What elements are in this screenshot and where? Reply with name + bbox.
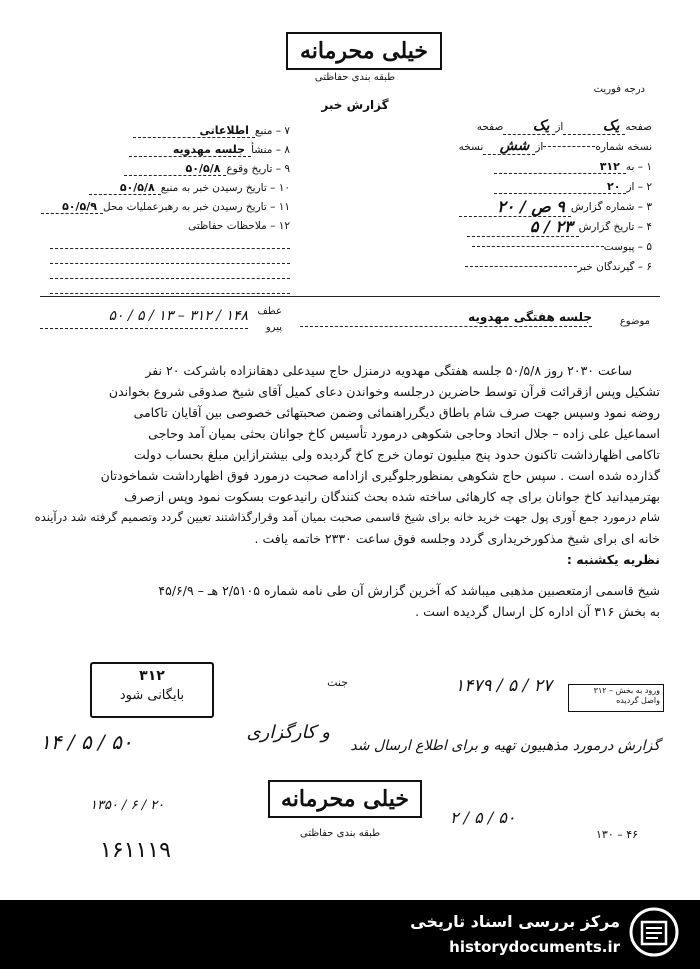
archive-stamp bbox=[90, 662, 214, 718]
field-page-total: یک bbox=[503, 118, 555, 135]
field-source-value: اطلاعاتی bbox=[133, 124, 255, 138]
field-origin-value: جلسه مهدویه bbox=[129, 143, 251, 157]
body-line: روضه نمود وسپس جهت صرف شام باطاق دیگرراهنمائی وضمن صحبتهائی خصوصی بین آقایان تاکامی bbox=[133, 405, 660, 420]
received-stamp-line1: ورود به بخش – ۳۱۲ bbox=[593, 686, 660, 695]
field-to: ۱ – به ۳۱۲ bbox=[410, 158, 652, 175]
handwriting-small-date: ۱۳۵۰ / ۶ / ۲۰ bbox=[90, 798, 165, 813]
priority-label: درجه فوریت bbox=[593, 84, 645, 95]
field-report-date-value: ۲۳ / ۵ bbox=[467, 217, 579, 237]
bottom-classification-stamp bbox=[268, 780, 422, 818]
top-classification-stamp bbox=[286, 32, 442, 70]
subject-value: جلسه هفتگی مهدویه bbox=[300, 310, 592, 327]
footer-url: historydocuments.ir bbox=[449, 938, 620, 956]
field-copy-value bbox=[543, 146, 595, 147]
right-fields bbox=[410, 118, 652, 275]
archive-text: بایگانی شود bbox=[119, 688, 185, 703]
report-title: گزارش خبر bbox=[321, 98, 389, 112]
field-source-received-value: ۵۰/۵/۸ bbox=[89, 181, 161, 195]
field-event-date-value: ۵۰/۵/۸ bbox=[124, 162, 226, 176]
left-blank-line-1 bbox=[50, 234, 290, 249]
archive-logo-icon bbox=[628, 906, 680, 958]
field-source: ۷ – منبع اطلاعاتی bbox=[40, 122, 290, 139]
handwriting-note-right: و کارگزاری bbox=[246, 722, 330, 743]
left-blank-line-3 bbox=[50, 264, 290, 279]
header-divider bbox=[40, 296, 660, 297]
report-body bbox=[34, 360, 660, 622]
section-word: جنت bbox=[327, 676, 348, 689]
top-classification-text: خیلی محرمانه bbox=[299, 38, 429, 64]
body-line: اسماعیل علی زاده – جلال اتحاد وحاجی شکوهی درمورد تأسیس کاخ جوانان بحثی بمیان آمد وحاجی bbox=[148, 426, 660, 441]
handwriting-date: ۱۴ / ۵ / ۵۰ bbox=[40, 730, 133, 754]
subject-side-label-bottom: پیرو bbox=[265, 322, 282, 333]
document-code: ۱۳۰ – ۴۶ bbox=[596, 828, 639, 841]
handwriting-note: گزارش درمورد مذهبیون تهیه و برای اطلاع ارسال شد bbox=[350, 738, 660, 754]
field-from-value: ۲۰ bbox=[494, 180, 626, 194]
opinion-line: شیخ قاسمی ازمتعصبین مذهبی میباشد که آخرین گزارش آن طی نامه شماره ۲/۵۱۰۵ هـ – ۴۵/۶/۹ bbox=[158, 583, 660, 598]
body-line: تشکیل وپس ازقرائت قرآن توسط حاضرین درجلسه وخواندن دعای کمیل آقای شیخ صدوقی شروع بخواندن bbox=[108, 384, 660, 399]
top-classification-sub: طبقه بندی حفاظتی bbox=[314, 72, 396, 83]
handwriting-bottom-number: ۱۶۱۱۱۹ bbox=[100, 838, 171, 863]
footer-org-name: مرکز بررسی اسناد تاریخی bbox=[410, 912, 620, 931]
opinion-line: به بخش ۳۱۶ آن اداره کل ارسال گردیده است . bbox=[415, 604, 660, 619]
body-line: خانه ای برای شیخ مذکورخریداری گردد وجلسه فوق ساعت ۲۳۳۰ خاتمه یافت . bbox=[254, 531, 660, 546]
subject-label: موضوع bbox=[619, 316, 650, 327]
field-report-number: ۳ – شماره گزارش ۹ ص / ۲۰ bbox=[410, 198, 652, 215]
field-attachment: ۵ – پیوست bbox=[410, 238, 652, 255]
opinion-label: نظریه یکشنبه : bbox=[566, 552, 660, 567]
field-ops-received: ۱۱ – تاریخ رسیدن خبر به رهبرعملیات محل ۵۰/۵/۹ bbox=[40, 198, 290, 215]
field-ops-received-value: ۵۰/۵/۹ bbox=[41, 200, 103, 214]
body-line: بهترمیدانید کاخ جوانان برای چه کارهائی ساخته شده بحث کنندگان رانیدعوت بسکوت نمود وپس ازصرف bbox=[124, 489, 660, 504]
field-event-date: ۹ – تاریخ وقوع ۵۰/۵/۸ bbox=[40, 160, 290, 177]
field-report-date: ۴ – تاریخ گزارش ۲۳ / ۵ bbox=[410, 218, 652, 235]
field-recipients-value bbox=[465, 266, 577, 267]
left-fields bbox=[40, 122, 290, 294]
received-stamp-line2: واصل گردیده bbox=[616, 696, 660, 705]
field-copy-total: شش bbox=[483, 138, 535, 155]
field-source-received: ۱۰ – تاریخ رسیدن خبر به منبع ۵۰/۵/۸ bbox=[40, 179, 290, 196]
field-origin: ۸ – منشأ جلسه مهدویه bbox=[40, 141, 290, 158]
body-line: ساعت ۲۰۳۰ روز ۵۰/۵/۸ جلسه هفتگی مهدویه درمنزل حاج سیدعلی دهقانزاده باشرکت ۲۰ نفر bbox=[145, 363, 632, 378]
left-blank-line-2 bbox=[50, 249, 290, 264]
bottom-classification-text: خیلی محرمانه bbox=[280, 786, 410, 812]
bottom-classification-sub: طبقه بندی حفاظتی bbox=[299, 828, 381, 839]
field-recipients: ۶ – گیرندگان خبر bbox=[410, 258, 652, 275]
subject-side-label-top: عطف bbox=[257, 306, 282, 317]
footer-bar bbox=[0, 900, 700, 969]
field-from: ۲ – از ۲۰ bbox=[410, 178, 652, 195]
field-copy: نسخه شماره از شش نسخه bbox=[458, 138, 652, 154]
field-page-value: یک bbox=[563, 118, 625, 135]
archive-number: ۳۱۲ bbox=[139, 668, 165, 684]
body-line: شام درمورد جمع آوری پول جهت خرید خانه برای شیخ قاسمی صحبت بمیان آمد وقرارگذاشتند تعیین گردد وتصمیم گرفته شد درآینده bbox=[34, 510, 660, 524]
handwriting-bottom-date: ۲ / ۵ / ۵۰ bbox=[450, 808, 516, 827]
left-blank-line-4 bbox=[50, 279, 290, 294]
body-line: گذارده شده است . سپس حاج شکوهی بمنظورجلوگیری ازادامه صحبت درمورد فوق اظهارداشت شماخودتان bbox=[100, 468, 660, 483]
field-page: صفحه یک از یک صفحه bbox=[476, 118, 652, 134]
field-report-number-value: ۹ ص / ۲۰ bbox=[459, 197, 571, 217]
received-stamp bbox=[568, 684, 664, 712]
field-attachment-value bbox=[472, 246, 604, 247]
body-line: تاکامی اظهارداشت تاکنون حدود پنج میلیون تومان خرج کاخ گردیده ولی بیشترازاین مبلغ بحساب دولت bbox=[133, 447, 660, 462]
field-security-notes: ۱۲ – ملاحظات حفاظتی bbox=[188, 219, 290, 232]
received-hand-date: ۱۴۷۹ / ۵ / ۲۷ bbox=[455, 676, 552, 696]
field-to-value: ۳۱۲ bbox=[494, 160, 626, 174]
subject-side-value: ۱۴۸ / ۳۱۲ – ۱۳ / ۵ / ۵۰ bbox=[40, 308, 248, 329]
